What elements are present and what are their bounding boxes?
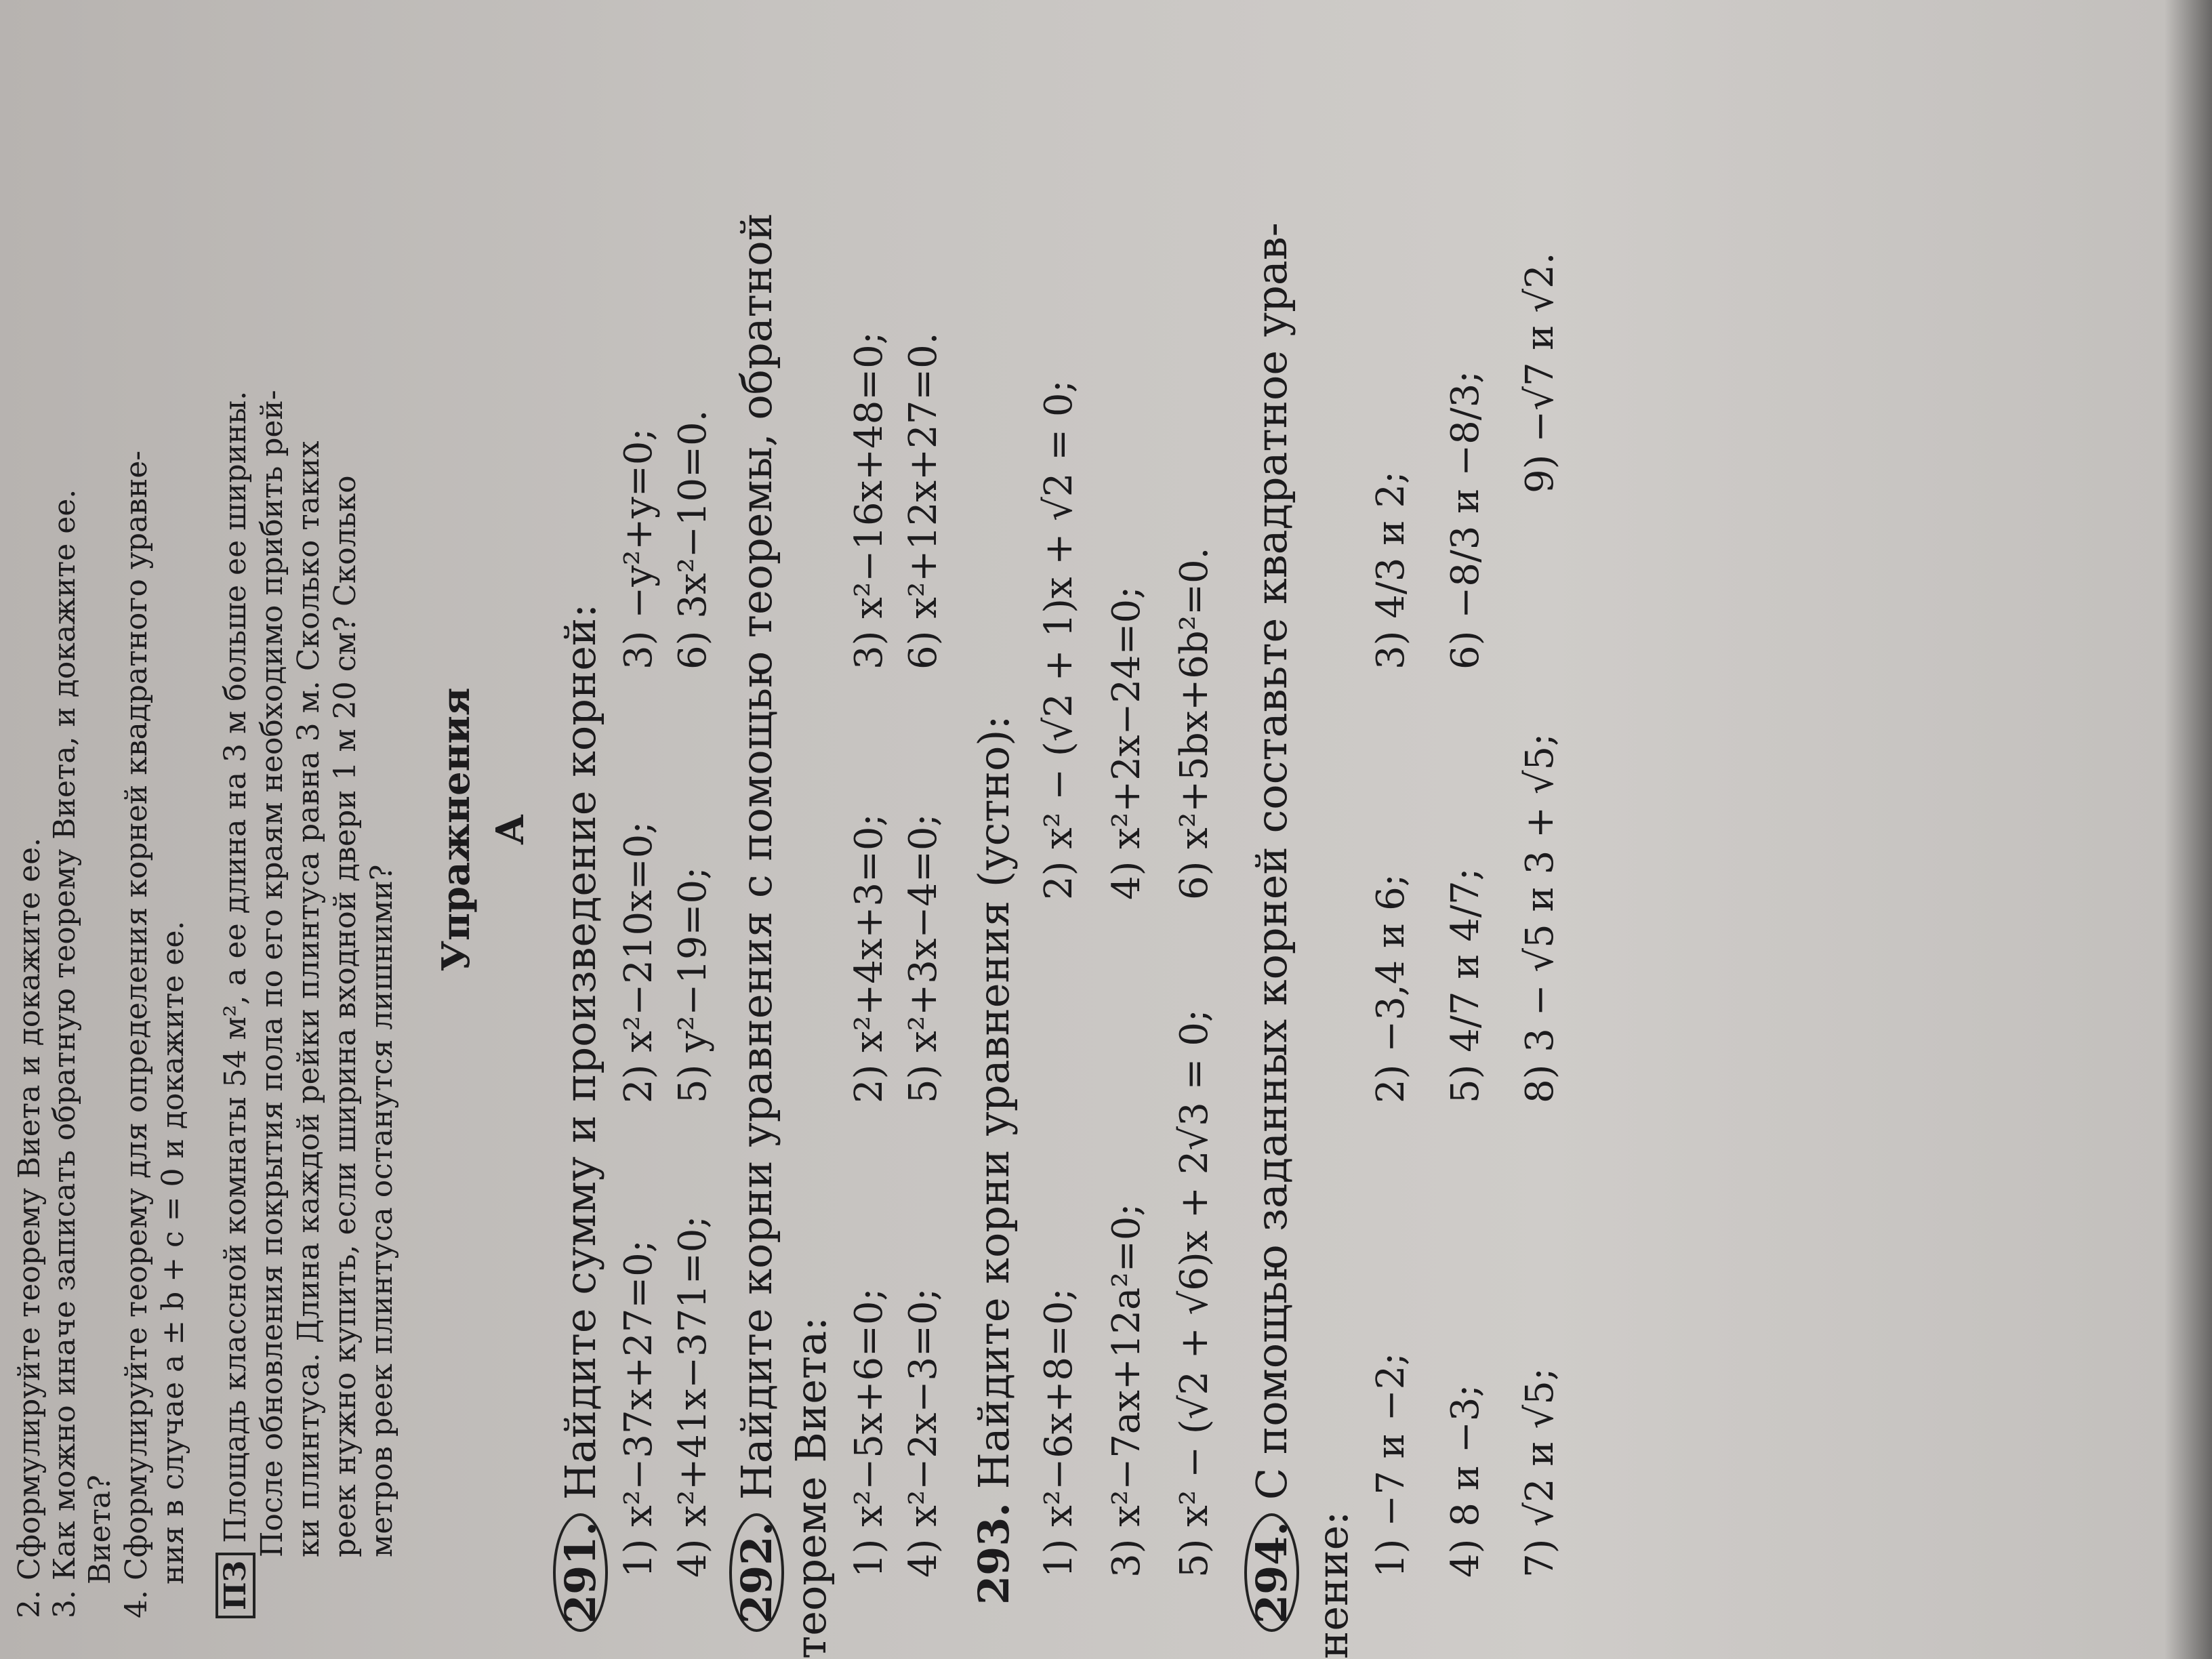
exercise-291-row-2 — [671, 410, 715, 1578]
section-title: Упражнения — [434, 687, 478, 972]
exercise-294-row-2 — [1443, 371, 1488, 1578]
exercise-task: С помощью заданных корней составьте квадратное урав- — [1247, 222, 1296, 1500]
exercise-number: 294. — [1244, 1513, 1299, 1632]
equation: 4) x²+41x−371=0; — [671, 1215, 715, 1578]
exercise-292-task-cont: теореме Виета: — [786, 1316, 836, 1659]
exercise-task: Найдите корни уравнения (устно): — [969, 715, 1019, 1490]
equation: 4) x²+2x−24=0; — [1105, 586, 1149, 900]
roots-pair: 8) 3 − √5 и 3 + √5; — [1518, 733, 1562, 1103]
question-text: 3. Как можно иначе записать обратную теорему Виета, и докажите ее. — [47, 489, 82, 1618]
equation: 6) 3x²−10=0. — [671, 409, 715, 670]
equation: 3) x²−7ax+12a²=0; — [1105, 1203, 1149, 1578]
equation: 6) x²+12x+27=0. — [901, 332, 945, 670]
section-group: А — [488, 814, 533, 845]
exercise-task: Найдите корни уравнения с помощью теоремы, обратной — [732, 213, 781, 1500]
equation: 2) x²+4x+3=0; — [847, 813, 891, 1103]
pz-text: Площадь классной комнаты 54 м², а ее длина на 3 м больше ее ширины. — [218, 390, 253, 1543]
roots-pair: 9) −√7 и √2. — [1518, 252, 1562, 493]
pz-line: метров реек плинтуса останутся лишними? — [365, 864, 399, 1557]
exercise-291-title — [556, 604, 605, 1632]
exercise-293-row-3 — [1172, 548, 1216, 1578]
pz-label: ПЗ — [216, 1553, 255, 1618]
exercise-291-row-1 — [617, 428, 661, 1578]
exercise-292-title — [732, 213, 781, 1632]
roots-pair: 7) √2 и √5; — [1518, 1368, 1562, 1578]
exercise-292-row-1 — [847, 331, 891, 1578]
question-line — [47, 489, 82, 1618]
roots-pair: 4) 8 и −3; — [1443, 1384, 1488, 1578]
question-line: ния в случае a ± b + c = 0 и докажите ее. — [156, 920, 190, 1584]
pz-line-1 — [216, 391, 255, 1618]
equation: 6) x²+5bx+6b²=0. — [1172, 547, 1216, 900]
question-line: 4. Сформулируйте теорему для определения корней квадратного уравне- — [119, 450, 154, 1618]
exercise-number: 292. — [729, 1513, 784, 1632]
pz-line: После обновления покрытия пола по его краям необходимо прибить рей- — [255, 390, 289, 1557]
equation: 4) x²−2x−3=0; — [901, 1288, 945, 1578]
equation: 3) x²−16x+48=0; — [847, 331, 891, 670]
exercise-number: 291. — [553, 1513, 608, 1632]
question-line: Виета? — [83, 1475, 117, 1584]
exercise-293-title — [969, 716, 1019, 1605]
equation: 1) x²−5x+6=0; — [847, 1288, 891, 1578]
equation: 1) x²−37x+27=0; — [617, 1240, 661, 1578]
exercise-294-row-3 — [1518, 252, 1562, 1578]
roots-pair: 5) 4/7 и 4/7; — [1443, 867, 1488, 1103]
exercise-293-row-1 — [1037, 380, 1081, 1578]
pz-line: ки плинтуса. Длина каждой рейки плинтуса равна 3 м. Сколько таких — [291, 441, 326, 1557]
page-edge-shadow — [2165, 0, 2212, 1659]
exercise-task: Найдите сумму и произведение корней: — [556, 603, 605, 1500]
equation: 5) y²−19=0; — [671, 867, 715, 1103]
roots-pair: 6) −8/3 и −8/3; — [1443, 370, 1488, 670]
exercise-293-row-2 — [1105, 586, 1149, 1578]
pz-line: реек нужно купить, если ширина входной двери 1 м 20 см? Сколько — [328, 475, 363, 1557]
equation: 2) x²−210x=0; — [617, 821, 661, 1103]
exercise-294-row-1 — [1369, 471, 1413, 1578]
roots-pair: 1) −7 и −2; — [1369, 1352, 1413, 1578]
equation: 3) −y²+y=0; — [617, 428, 661, 670]
question-line: 2. Сформулируйте теорему Виета и докажите ее. — [12, 837, 47, 1618]
roots-pair: 2) −3,4 и 6; — [1369, 874, 1413, 1103]
equation: 1) x²−6x+8=0; — [1037, 1288, 1081, 1578]
exercise-294-task-cont: нение: — [1308, 1511, 1357, 1659]
equation: 5) x²+3x−4=0; — [901, 813, 945, 1103]
equation: 5) x² − (√2 + √6)x + 2√3 = 0; — [1172, 1009, 1216, 1578]
equation: 2) x² − (√2 + 1)x + √2 = 0; — [1037, 380, 1081, 900]
exercise-292-row-2 — [901, 332, 945, 1578]
exercise-number: 293. — [969, 1502, 1019, 1605]
exercise-294-title — [1247, 222, 1296, 1632]
roots-pair: 3) 4/3 и 2; — [1369, 471, 1413, 670]
